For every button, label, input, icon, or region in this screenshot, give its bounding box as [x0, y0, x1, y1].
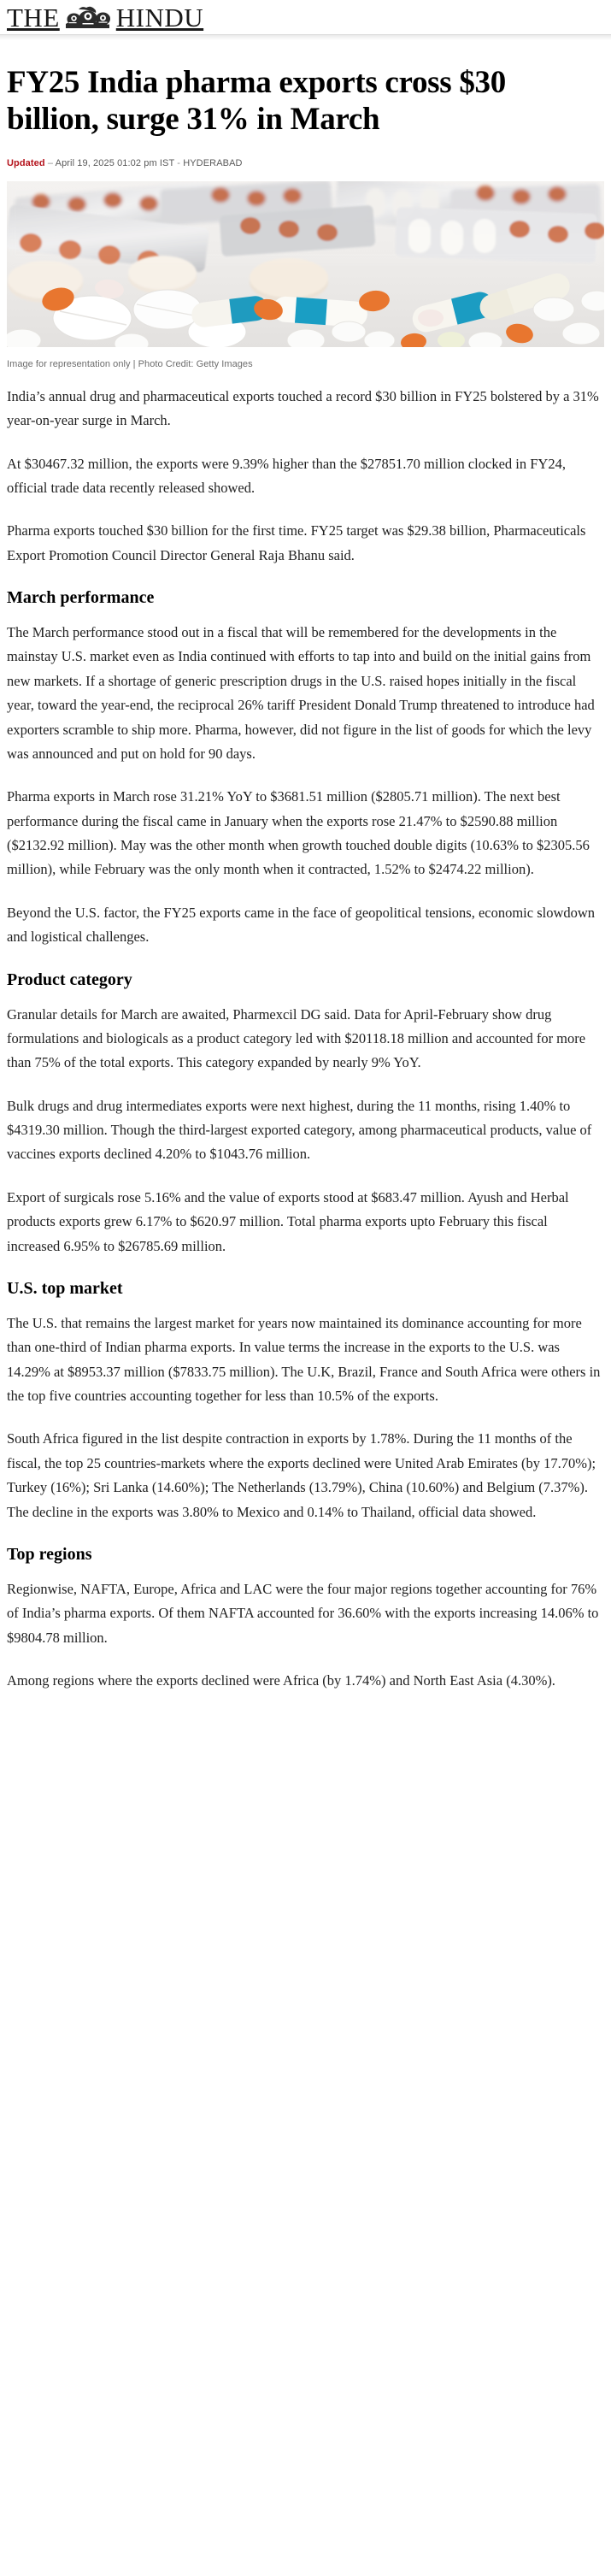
byline-location: HYDERABAD	[183, 157, 243, 168]
byline	[7, 157, 604, 169]
section-heading-product-category: Product category	[7, 970, 132, 989]
article-paragraph: Granular details for March are awaited, Pharmexcil DG said. Data for April-February show drug formulations and biologicals as a product category led with $20118.18 million and accounted for more than 75% of the total exports. This category expanded by nearly 9% YoY.	[7, 1005, 586, 1071]
masthead-divider	[0, 34, 611, 40]
article-paragraph: Regionwise, NAFTA, Europe, Africa and LAC were the four major regions together accounting for 76% of India’s pharma exports. Of them NAFTA accounted for 36.60% with the exports increasing 14.06% to $9804.78 million.	[7, 1580, 599, 1646]
article-paragraph: Beyond the U.S. factor, the FY25 exports came in the face of geopolitical tensions, economic slowdown and logistical challenges.	[7, 904, 596, 946]
hero-image	[7, 181, 604, 347]
article-body	[7, 385, 604, 1694]
byline-updated-label: Updated	[7, 157, 45, 168]
byline-separator: -	[177, 157, 181, 168]
article-paragraph: South Africa figured in the list despite contraction in exports by 1.78%. During the 11 months of the fiscal, the top 25 countries-markets where the exports declined were United Arab Emirates (by 17.70%); Turkey (16%); Sri Lanka (14.60%); The Netherlands (13.79%), China (10.60%) and Belgium (7.37%). The decline in the exports was 3.80% to Mexico and 0.14% to Thailand, official data showed.	[7, 1430, 596, 1520]
masthead-word-the: THE	[7, 2, 60, 32]
article-paragraph: Among regions where the exports declined were Africa (by 1.74%) and North East Asia (4.30%).	[7, 1672, 555, 1689]
site-logo-link[interactable]	[7, 4, 203, 31]
article-paragraph: Export of surgicals rose 5.16% and the value of exports stood at $683.47 million. Ayush and Herbal products exports grew 6.17% to $620.97 million. Total pharma exports upto February this fiscal increased 6.95% to $26785.69 million.	[7, 1188, 569, 1254]
article-paragraph: Pharma exports in March rose 31.21% YoY to $3681.51 million ($2805.71 million). The next best performance during the fiscal came in January when the exports rose 21.47% to $2590.88 million ($2132.92 million). May was the other month when growth touched double digits (10.63% to $2305.56 million), while February was the only month when it contracted, 1.52% to $2474.22 million).	[7, 788, 590, 878]
article-paragraph: At $30467.32 million, the exports were 9.39% higher than the $27851.70 million clocked in FY24, official trade data recently released showed.	[7, 455, 566, 496]
byline-dash: –	[47, 157, 54, 168]
article-paragraph: The U.S. that remains the largest market for years now maintained its dominance accounting for more than one-third of Indian pharma exports. In value terms the increase in the exports to the U.S. was 14.29% at $8953.37 million ($7833.75 million). The U.K, Brazil, France and South Africa were others in the top five countries accounting together for less than 10.5% of the exports.	[7, 1314, 601, 1405]
the-hindu-emblem-icon	[62, 5, 114, 29]
article-paragraph: Pharma exports touched $30 billion for the first time. FY25 target was $29.38 billion, Pharmaceuticals Export Promotion Council Director General Raja Bhanu said.	[7, 522, 586, 563]
hero-caption: Image for representation only | Photo Credit: Getty Images	[7, 358, 253, 369]
article-paragraph: Bulk drugs and drug intermediates exports were next highest, during the 11 months, rising 1.40% to $4319.30 million. Though the third-largest exported category, among pharmaceutical products, value of vaccines exports declined 4.20% to $1043.76 million.	[7, 1097, 592, 1163]
byline-datetime: April 19, 2025 01:02 pm IST	[55, 157, 175, 168]
page-title: FY25 India pharma exports cross $30 billion, surge 31% in March	[7, 65, 506, 138]
section-heading-march-performance: March performance	[7, 588, 155, 608]
article-paragraph: The March performance stood out in a fiscal that will be remembered for the developments in the mainstay U.S. market even as India continued with efforts to tap into and build on the initial gains from new markets. If a shortage of generic prescription drugs in the U.S. raised hopes initially in the fiscal year, toward the year-end, the reciprocal 26% tariff President Donald Trump threatened to introduce had exporters scramble to ship more. Pharma, however, did not figure in the list of goods for which the levy was announced and put on hold for 90 days.	[7, 624, 595, 762]
article-container	[0, 64, 611, 1693]
masthead-word-hindu: HINDU	[115, 2, 204, 32]
article-paragraph: India’s annual drug and pharmaceutical exports touched a record $30 billion in FY25 bolstered by a 31% year-on-year surge in March.	[7, 387, 599, 429]
site-masthead	[0, 0, 611, 34]
section-heading-us-top-market: U.S. top market	[7, 1278, 123, 1298]
section-heading-top-regions: Top regions	[7, 1544, 92, 1564]
hero-figure	[7, 181, 604, 369]
